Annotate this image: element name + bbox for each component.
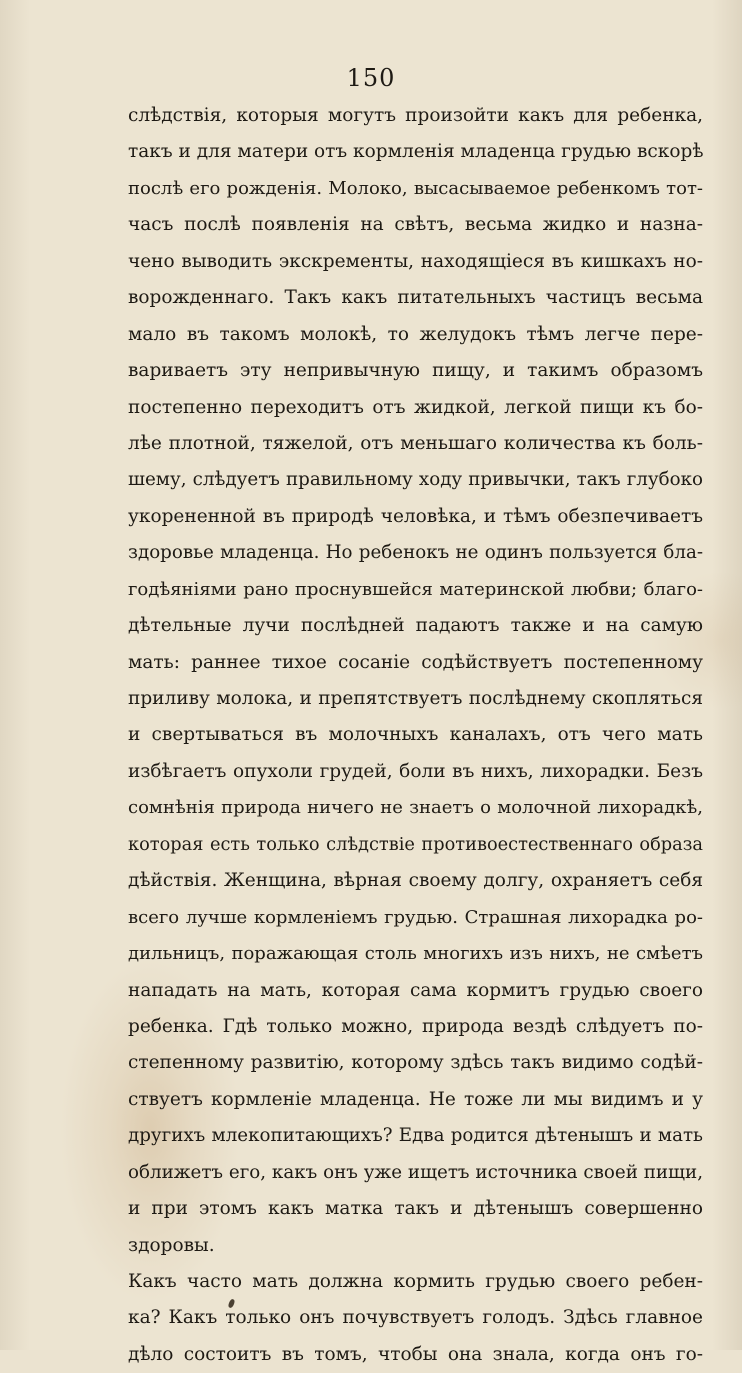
text-line: которая есть только слѣдствіе противоестественнаго образа [128, 834, 703, 855]
text-line: дѣло состоитъ въ томъ, чтобы она знала, когда онъ го- [128, 1343, 703, 1365]
text-line: ребенка. Гдѣ только можно, природа вездѣ слѣдуетъ по- [128, 1015, 703, 1037]
text-line: избѣгаетъ опухоли грудей, боли въ нихъ, лихорадки. Безъ [128, 760, 703, 782]
text-line: шему, слѣдуетъ правильному ходу привычки, такъ глубоко [128, 469, 703, 491]
text-line: всего лучше кормленіемъ грудью. Страшная лихорадка ро- [128, 906, 703, 928]
text-line: укорененной въ природѣ человѣка, и тѣмъ обезпечиваетъ [128, 505, 703, 527]
text-line: мало въ такомъ молокѣ, то желудокъ тѣмъ легче пере- [128, 323, 703, 345]
text-line: послѣ его рожденія. Молоко, высасываемое ребенкомъ тот- [128, 177, 703, 199]
text-line: другихъ млекопитающихъ? Едва родится дѣтенышъ и мать [128, 1125, 703, 1147]
text-line: такъ и для матери отъ кормленія младенца грудью вскорѣ [128, 141, 704, 163]
text-line: нападать на мать, которая сама кормитъ грудью своего [128, 979, 703, 1001]
text-line: лѣе плотной, тяжелой, отъ меньшаго количества къ боль- [128, 432, 703, 454]
text-line: приливу молока, и препятствуетъ послѣднему скопляться [128, 688, 703, 709]
text-line: годѣяніями рано проснувшейся материнской любви; благо- [128, 578, 703, 600]
text-line: слѣдствія, которыя могутъ произойти какъ для ребенка, [128, 105, 703, 126]
text-line: вариваетъ эту непривычную пищу, и такимъ образомъ [128, 360, 703, 382]
page-body-text [128, 98, 703, 1373]
text-line: мать: раннее тихое сосаніе содѣйствуетъ постепенному [128, 651, 703, 673]
text-line: чено выводить экскременты, находящіеся въ кишкахъ но- [128, 250, 703, 272]
paragraph-last-line: здоровы. [128, 1234, 215, 1256]
text-line: и при этомъ какъ матка такъ и дѣтенышъ совершенно [128, 1198, 703, 1220]
text-line: постепенно переходитъ отъ жидкой, легкой пищи къ бо- [128, 396, 703, 418]
text-line: дильницъ, поражающая столь многихъ изъ нихъ, не смѣетъ [128, 943, 703, 965]
text-line: оближетъ его, какъ онъ уже ищетъ источника своей пищи, [128, 1161, 703, 1183]
text-line: ворожденнаго. Такъ какъ питательныхъ частицъ весьма [128, 287, 703, 309]
text-line: дѣйствія. Женщина, вѣрная своему долгу, охраняетъ себя [128, 870, 703, 892]
text-line: часъ послѣ появленія на свѣтъ, весьма жидко и назна- [128, 214, 703, 236]
text-line: ствуетъ кормленіе младенца. Не тоже ли мы видимъ и у [128, 1088, 703, 1110]
text-line: здоровье младенца. Но ребенокъ не одинъ пользуется бла- [128, 542, 703, 564]
paragraph-first-line: Какъ часто мать должна кормить грудью своего ребен- [128, 1271, 703, 1292]
text-line: и свертываться въ молочныхъ каналахъ, отъ чего мать [128, 724, 703, 746]
text-line: степенному развитію, которому здѣсь такъ видимо содѣй- [128, 1052, 703, 1074]
text-line: сомнѣнія природа ничего не знаетъ о молочной лихорадкѣ, [128, 797, 703, 819]
text-line: дѣтельные лучи послѣдней падаютъ также и на самую [128, 615, 703, 637]
text-line: ка? Какъ только онъ почувствуетъ голодъ. Здѣсь главное [128, 1307, 703, 1329]
page-number: 150 [346, 64, 396, 92]
